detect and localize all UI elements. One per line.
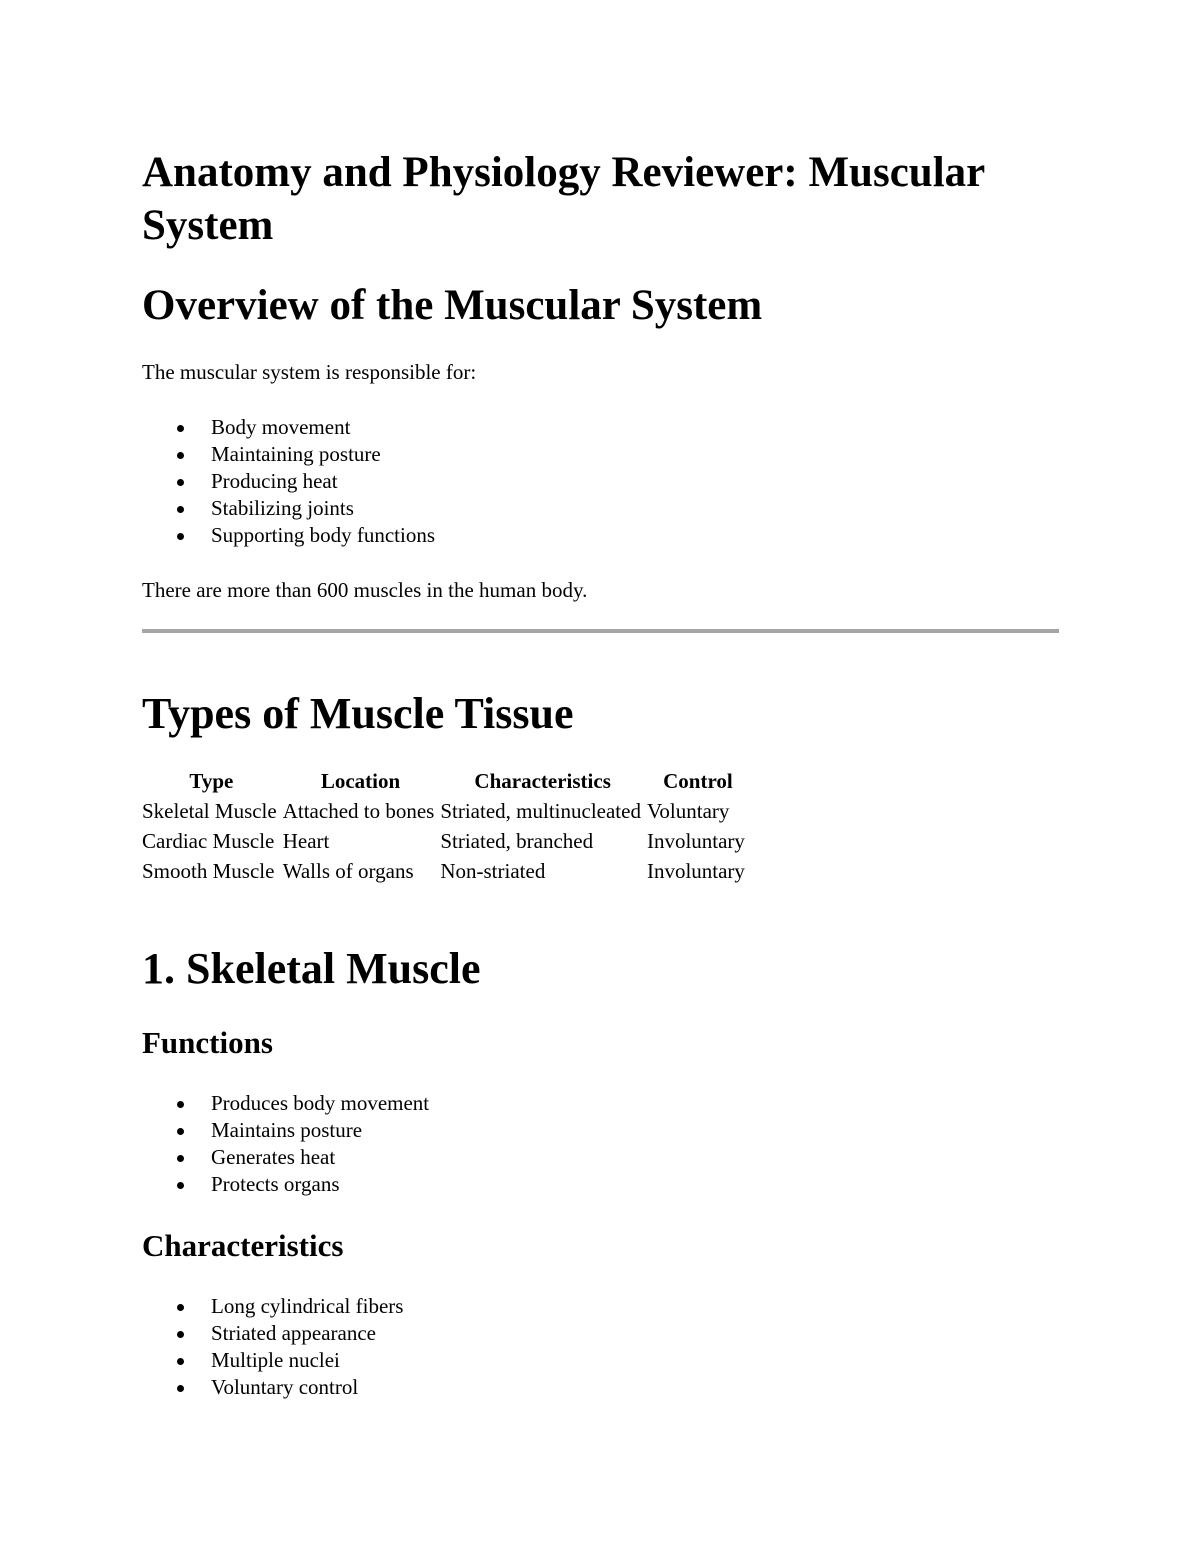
list-item [142, 522, 435, 549]
bullet-icon [177, 452, 184, 459]
characteristics-list [142, 1293, 403, 1401]
list-item-text: Protects organs [211, 1172, 340, 1196]
overview-note: There are more than 600 muscles in the human body. [142, 578, 588, 602]
list-item [142, 495, 435, 522]
functions-heading: Functions [142, 1025, 273, 1060]
characteristics-heading: Characteristics [142, 1228, 344, 1263]
bullet-icon [177, 1331, 184, 1338]
bullet-icon [177, 425, 184, 432]
list-item-text: Long cylindrical fibers [211, 1294, 404, 1318]
document-title: Anatomy and Physiology Reviewer: Muscular System [142, 149, 985, 249]
functions-list [142, 1090, 429, 1198]
table-cell: Non-striated [440, 859, 546, 883]
table-cell: Smooth Muscle [142, 859, 275, 883]
list-item [142, 1117, 429, 1144]
table-row [142, 826, 751, 856]
table-cell: Walls of organs [282, 859, 414, 883]
bullet-icon [177, 1101, 184, 1108]
muscle-tissue-table [142, 767, 751, 886]
bullet-icon [177, 1128, 184, 1135]
table-cell: Attached to bones [282, 799, 435, 823]
bullet-icon [177, 1182, 184, 1189]
table-cell: Cardiac Muscle [142, 829, 275, 853]
list-item [142, 1171, 429, 1198]
overview-heading: Overview of the Muscular System [142, 282, 763, 329]
list-item-text: Multiple nuclei [211, 1348, 340, 1372]
table-cell: Voluntary [646, 799, 730, 823]
list-item-text: Stabilizing joints [211, 496, 354, 520]
list-item-text: Supporting body functions [211, 523, 435, 547]
table-cell: Striated, multinucleated [440, 799, 641, 823]
bullet-icon [177, 533, 184, 540]
types-heading: Types of Muscle Tissue [142, 689, 574, 738]
list-item-text: Voluntary control [211, 1375, 359, 1399]
list-item-text: Producing heat [211, 469, 338, 493]
list-item-text: Produces body movement [211, 1091, 430, 1115]
list-item [142, 1293, 403, 1320]
list-item [142, 1374, 403, 1401]
list-item [142, 1347, 403, 1374]
column-header-control: Control [663, 769, 733, 793]
list-item-text: Body movement [211, 415, 351, 439]
column-header-location: Location [320, 769, 401, 793]
bullet-icon [177, 1304, 184, 1311]
list-item [142, 1090, 429, 1117]
list-item [142, 441, 435, 468]
bullet-icon [177, 1385, 184, 1392]
bullet-icon [177, 479, 184, 486]
list-item [142, 468, 435, 495]
table-cell: Involuntary [646, 829, 745, 853]
overview-list [142, 414, 435, 549]
table-row [142, 796, 751, 826]
column-header-characteristics: Characteristics [474, 769, 611, 793]
list-item [142, 414, 435, 441]
bullet-icon [177, 1358, 184, 1365]
table-cell: Heart [282, 829, 330, 853]
list-item [142, 1144, 429, 1171]
table-cell: Striated, branched [440, 829, 594, 853]
table-header-row [142, 767, 751, 796]
table-row [142, 856, 751, 886]
list-item-text: Maintaining posture [211, 442, 381, 466]
overview-intro: The muscular system is responsible for: [142, 360, 477, 384]
list-item-text: Striated appearance [211, 1321, 376, 1345]
horizontal-divider [142, 629, 1059, 633]
table-cell: Involuntary [646, 859, 745, 883]
list-item-text: Maintains posture [211, 1118, 363, 1142]
bullet-icon [177, 506, 184, 513]
bullet-icon [177, 1155, 184, 1162]
column-header-type: Type [189, 769, 234, 793]
table-cell: Skeletal Muscle [142, 799, 277, 823]
skeletal-muscle-heading: 1. Skeletal Muscle [142, 944, 481, 993]
list-item-text: Generates heat [211, 1145, 336, 1169]
list-item [142, 1320, 403, 1347]
